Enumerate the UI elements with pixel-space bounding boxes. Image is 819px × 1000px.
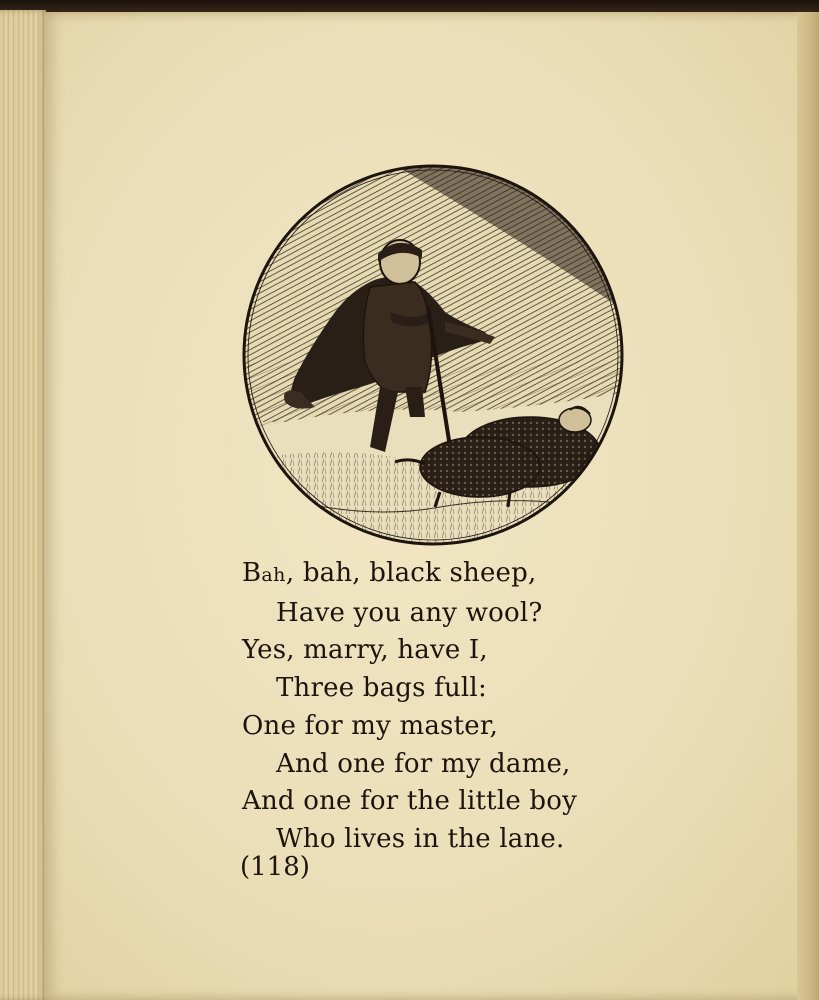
verse-line-3: Yes, marry, have I, xyxy=(242,635,488,666)
verse-initial-rest: ah xyxy=(261,564,286,586)
verse-line-7: And one for the little boy xyxy=(242,786,577,817)
verse-line-4: Three bags full: xyxy=(276,673,487,704)
page-stack-edge xyxy=(0,10,46,1000)
verse-line-8: Who lives in the lane. xyxy=(276,823,565,854)
shepherd-storm-engraving xyxy=(240,162,626,548)
verse-line-2: Have you any wool? xyxy=(276,597,543,628)
verse-initial: B xyxy=(242,558,262,588)
verse-line-5: One for my master, xyxy=(242,710,499,741)
verse-line-6: And one for my dame, xyxy=(276,748,571,779)
verse-line-1 xyxy=(242,555,577,595)
verse-line-1-rest: , bah, black sheep, xyxy=(285,558,537,588)
page-number: (118) xyxy=(240,852,310,882)
opposite-page-edge xyxy=(797,12,819,1000)
nursery-rhyme-verse xyxy=(242,555,577,859)
